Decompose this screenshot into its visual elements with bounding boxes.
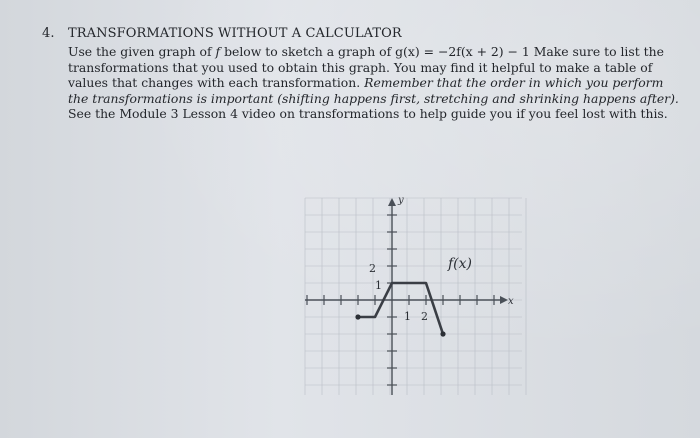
graph-grid	[305, 198, 540, 395]
problem-4	[42, 26, 682, 122]
f-curve	[358, 283, 443, 334]
curve-endpoint	[355, 314, 360, 319]
gx-expression: g(x) = −2f(x + 2) − 1	[395, 44, 530, 59]
x-axis-label: x	[508, 296, 514, 307]
y-tick-label: 1	[375, 279, 382, 292]
problem-title: TRANSFORMATIONS WITHOUT A CALCULATOR	[68, 26, 402, 41]
function-label: f(x)	[448, 256, 473, 272]
x-tick-label: 2	[421, 310, 428, 323]
x-tick-label: 1	[404, 310, 411, 323]
x-axis-arrow-icon	[500, 296, 508, 304]
instruction-text: See the Module 3 Lesson 4 video on transformations to help guide you if you feel lost with this.	[68, 106, 668, 122]
y-tick-label: 2	[369, 262, 376, 275]
function-graph	[300, 190, 540, 395]
problem-number: 4.	[42, 26, 55, 41]
problem-header	[42, 26, 682, 41]
curve-endpoint	[440, 331, 445, 336]
problem-instructions	[68, 44, 682, 122]
y-axis-arrow-icon	[388, 198, 396, 206]
instruction-text: Use the given graph of	[68, 44, 216, 59]
order-note: Remember that the order in which you perform the transformations is important (shifting happens first, stretching and shrinking happens after).	[68, 75, 679, 106]
f-symbol: f	[215, 44, 221, 59]
instruction-text: Make sure to list the transformations that you used to obtain this graph. You may find it helpful to make a table of values that changes with each transformation.	[68, 44, 664, 91]
y-axis-label: y	[398, 195, 404, 206]
instruction-text: below to sketch a graph of	[220, 44, 396, 59]
